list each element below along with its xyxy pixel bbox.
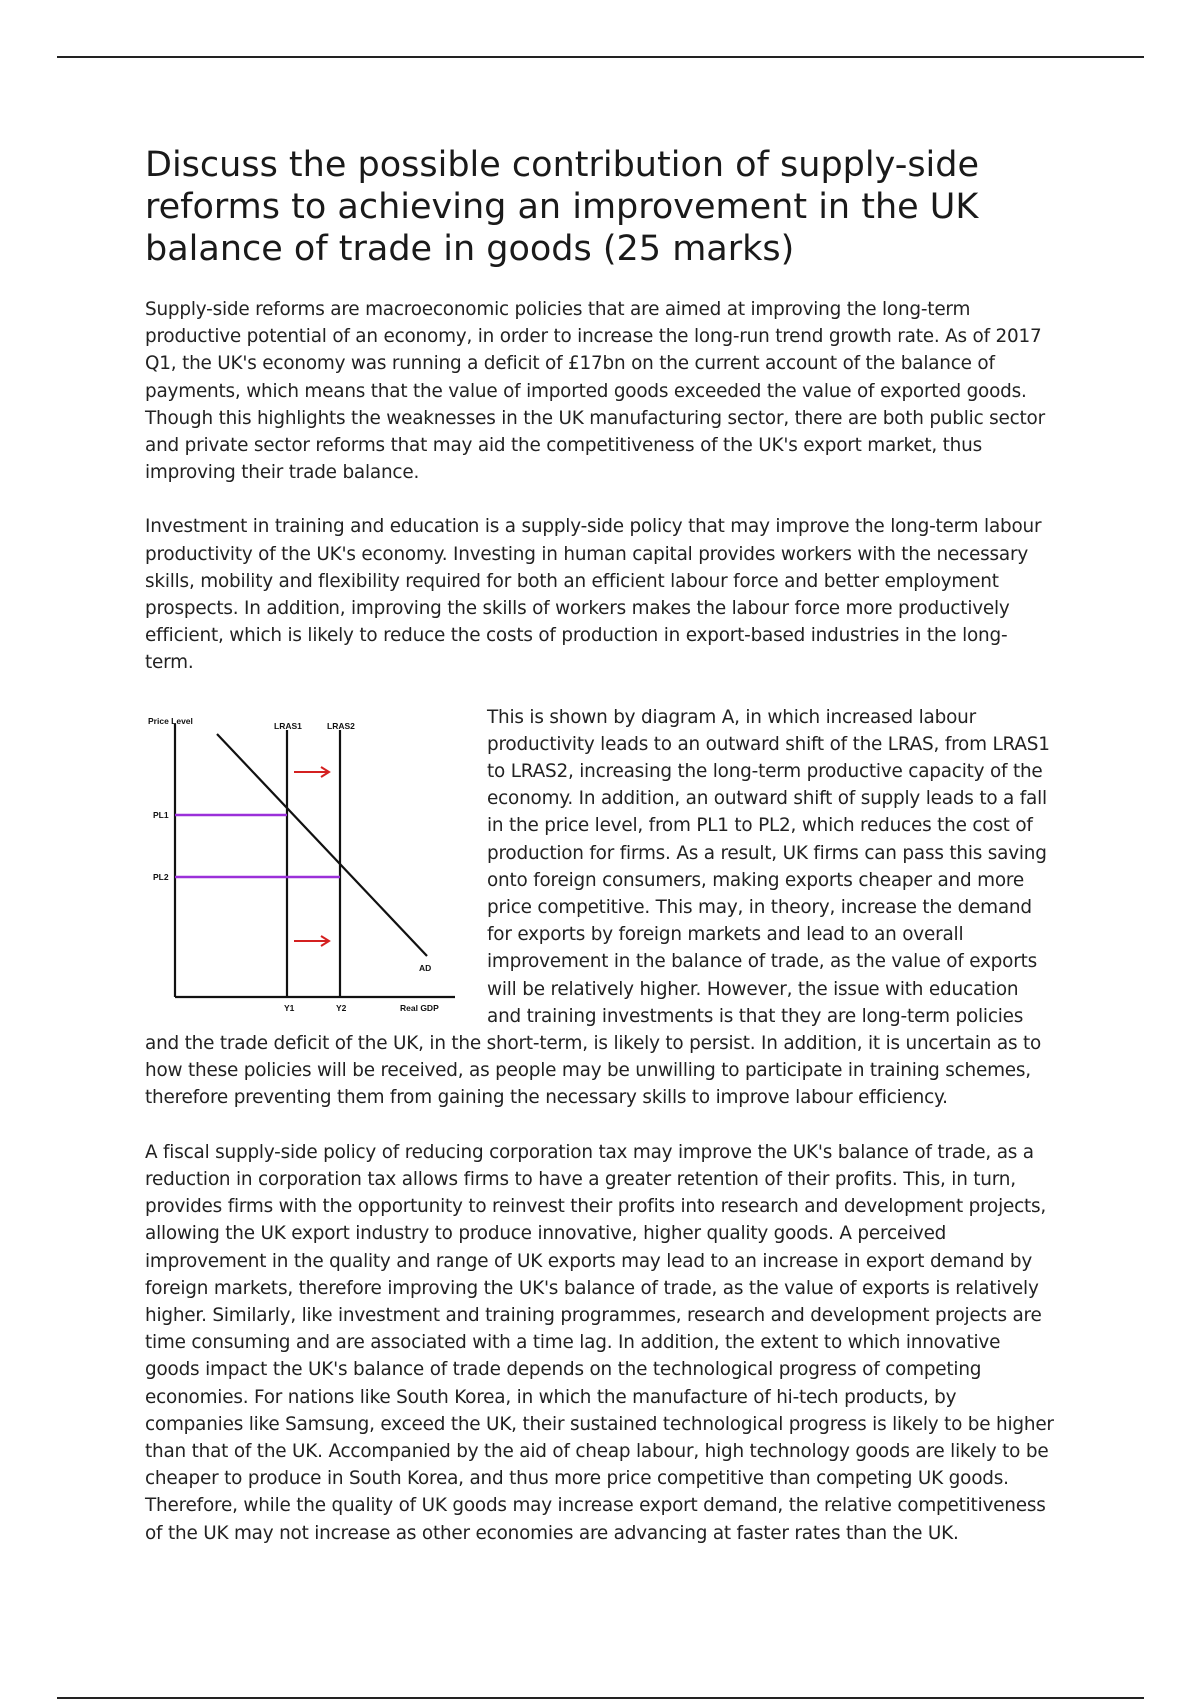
diagram-a	[135, 704, 465, 1029]
pl2-label: PL2	[153, 871, 169, 882]
document-body	[145, 144, 1055, 1574]
paragraph-training: Investment in training and education is a supply-side policy that may improve the long-term labour productivity of the UK's economy. Investing in human capital provides workers with the necessary skills, mobility and flexibility required for both an efficient labour force and better employment prospects. In addition, improving the skills of workers makes the labour force more productively efficient, which is likely to reduce the costs of production in export-based industries in the long-term.	[145, 516, 1042, 674]
lras1-label: LRAS1	[274, 720, 302, 731]
lras2-label: LRAS2	[327, 720, 355, 731]
y-axis-label: Price Level	[148, 715, 193, 726]
paragraph-intro: Supply-side reforms are macroeconomic policies that are aimed at improving the long-term productive potential of an economy, in order to increase the long-run trend growth rate. As of 2017 Q1, the UK's economy was running a deficit of £17bn on the current account of the balance of payments, which means that the value of imported goods exceeded the value of exported goods. Though this highlights the weaknesses in the UK manufacturing sector, there are both public sector and private sector reforms that may aid the competitiveness of the UK's export market, thus improving their trade balance.	[145, 299, 1045, 484]
top-rule	[57, 56, 1144, 58]
shift-arrow-upper	[294, 767, 329, 777]
pl1-label: PL1	[153, 809, 169, 820]
paragraph-diagram-explanation: This is shown by diagram A, in which increased labour productivity leads to an outward shift of the LRAS, from LRAS1 to LRAS2, increasing the long-term productive capacity of the economy. In addition, an outward shift of supply leads to a fall in the price level, from PL1 to PL2, which reduces the cost of production for firms. As a result, UK firms can pass this saving onto foreign consumers, making exports cheaper and more price competitive. This may, in theory, increase the demand for exports by foreign markets and lead to an overall improvement in the balance of trade, as the value of exports will be relatively higher. However, the issue with education and training investments is that they are long-term policies and the trade deficit of the UK, in the short-term, is likely to persist. In addition, it is uncertain as to how these policies will be received, as people may be unwilling to participate in training schemes, therefore preventing them from gaining the necessary skills to improve labour efficiency.	[145, 706, 1050, 1109]
shift-arrow-lower	[294, 936, 329, 946]
ad-label: AD	[419, 962, 432, 973]
diagram-a-svg	[135, 704, 465, 1029]
essay-title: Discuss the possible contribution of supply-side reforms to achieving an improvement in the UK balance of trade in goods (25 marks)	[145, 145, 980, 269]
x-axis-label: Real GDP	[400, 1002, 439, 1013]
paragraph-corporation-tax: A fiscal supply-side policy of reducing corporation tax may improve the UK's balance of trade, as a reduction in corporation tax allows firms to have a greater retention of their profits. This, in turn, provides firms with the opportunity to reinvest their profits into research and development projects, allowing the UK export industry to produce innovative, higher quality goods. A perceived improvement in the quality and range of UK exports may lead to an increase in export demand by foreign markets, therefore improving the UK's balance of trade, as the value of exports is relatively higher. Similarly, like investment and training programmes, research and development projects are time consuming and are associated with a time lag. In addition, the extent to which innovative goods impact the UK's balance of trade depends on the technological progress of competing economies. For nations like South Korea, in which the manufacture of hi-tech products, by companies like Samsung, exceed the UK, their sustained technological progress is likely to be higher than that of the UK. Accompanied by the aid of cheap labour, high technology goods are likely to be cheaper to produce in South Korea, and thus more price competitive than competing UK goods. Therefore, while the quality of UK goods may increase export demand, the relative competitiveness of the UK may not increase as other economies are advancing at faster rates than the UK.	[145, 1141, 1054, 1544]
y1-label: Y1	[284, 1002, 295, 1013]
bottom-rule	[57, 1697, 1144, 1699]
y2-label: Y2	[336, 1002, 347, 1013]
